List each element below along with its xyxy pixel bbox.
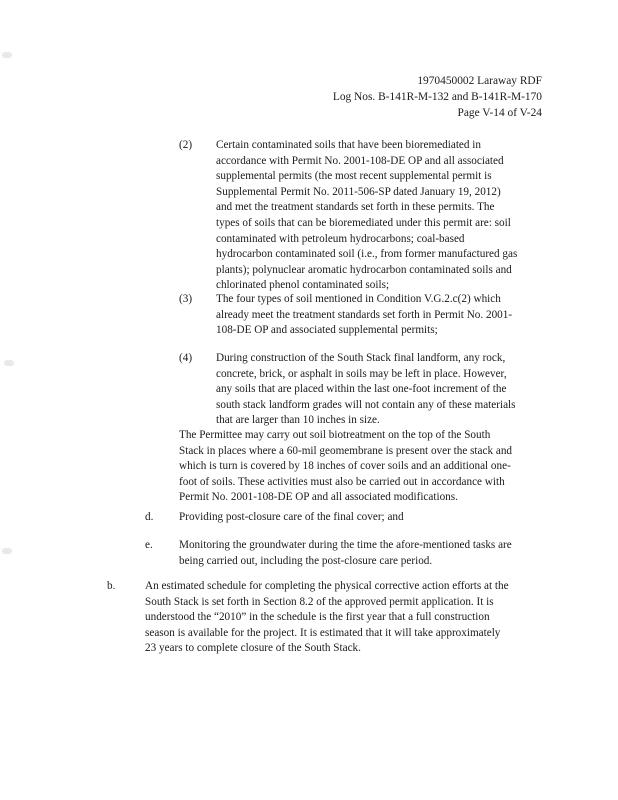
text-line: South Stack is set forth in Section 8.2 of the approved permit application. It is bbox=[145, 595, 494, 608]
text-line: Supplemental Permit No. 2011-506-SP dated January 19, 2012) bbox=[216, 185, 501, 198]
text-line: An estimated schedule for completing the physical corrective action efforts at the bbox=[145, 580, 509, 592]
header-page-line: Page V-14 of V-24 bbox=[457, 107, 542, 119]
text-line: chlorinated phenol contaminated soils; bbox=[216, 279, 390, 292]
text-line: supplemental permits (the most recent supplemental permit is bbox=[216, 170, 492, 183]
scan-artifact bbox=[2, 52, 12, 58]
text-line: south stack landform grades will not contain any of these materials bbox=[216, 398, 516, 411]
item-letter: e. bbox=[145, 539, 153, 551]
text-line: contaminated with petroleum hydrocarbons; coal-based bbox=[216, 232, 465, 245]
subitem-body bbox=[216, 138, 544, 294]
text-line: understood the “2010” in the schedule is the first year that a full construction bbox=[145, 611, 490, 624]
text-line: Providing post-closure care of the final cover; and bbox=[179, 511, 404, 523]
text-line: which is turn is covered by 18 inches of cover soils and an additional one- bbox=[179, 460, 511, 473]
page-header bbox=[333, 73, 542, 121]
text-line: season is available for the project. It is estimated that it will take approximately bbox=[145, 626, 501, 639]
text-line: being carried out, including the post-closure care period. bbox=[179, 554, 433, 567]
text-line: accordance with Permit No. 2001-108-DE OP and all associated bbox=[216, 154, 504, 167]
subitem-body bbox=[216, 351, 544, 429]
text-line: 108-DE OP and associated supplemental permits; bbox=[216, 324, 438, 337]
text-line: plants); polynuclear aromatic hydrocarbon contaminated soils and bbox=[216, 263, 512, 276]
text-line: that are larger than 10 inches in size. bbox=[216, 414, 380, 427]
text-line: The Permittee may carry out soil biotreatment on the top of the South bbox=[179, 429, 491, 441]
text-line: hydrocarbon contaminated soil (i.e., from former manufactured gas bbox=[216, 248, 518, 261]
subitem-number: (3) bbox=[179, 293, 193, 305]
scan-artifact bbox=[4, 360, 14, 366]
item-body bbox=[179, 538, 545, 569]
scan-artifact bbox=[2, 548, 12, 554]
subitem-number: (4) bbox=[179, 352, 193, 364]
text-line: already meet the treatment standards set forth in Permit No. 2001- bbox=[216, 308, 513, 321]
text-line: concrete, brick, or asphalt in soils may be left in place. However, bbox=[216, 367, 507, 380]
text-line: Stack in places where a 60-mil geomembrane is present over the stack and bbox=[179, 444, 513, 457]
text-line: 23 years to complete closure of the South Stack. bbox=[145, 642, 361, 655]
text-line: Permit No. 2001-108-DE OP and all associated modifications. bbox=[179, 491, 458, 504]
section-letter: b. bbox=[107, 580, 116, 592]
text-line: Monitoring the groundwater during the time the afore-mentioned tasks are bbox=[179, 539, 512, 551]
header-log-line: Log Nos. B-141R-M-132 and B-141R-M-170 bbox=[332, 91, 542, 103]
biotreatment-paragraph bbox=[179, 428, 545, 506]
section-body bbox=[145, 579, 545, 657]
text-line: During construction of the South Stack final landform, any rock, bbox=[216, 352, 506, 364]
text-line: foot of soils. These activities must also be carried out in accordance with bbox=[179, 475, 505, 488]
text-line: any soils that are placed within the last one-foot increment of the bbox=[216, 383, 507, 396]
header-id-line: 1970450002 Laraway RDF bbox=[417, 75, 542, 87]
text-line: The four types of soil mentioned in Condition V.G.2.c(2) which bbox=[216, 293, 501, 305]
subitem-body bbox=[216, 292, 544, 339]
subitem-number: (2) bbox=[179, 139, 193, 151]
text-line: types of soils that can be bioremediated under this permit are: soil bbox=[216, 216, 511, 229]
item-letter: d. bbox=[145, 511, 154, 523]
text-line: and met the treatment standards set forth in these permits. The bbox=[216, 201, 495, 214]
text-line: Certain contaminated soils that have been bioremediated in bbox=[216, 139, 481, 151]
item-body bbox=[179, 510, 545, 526]
